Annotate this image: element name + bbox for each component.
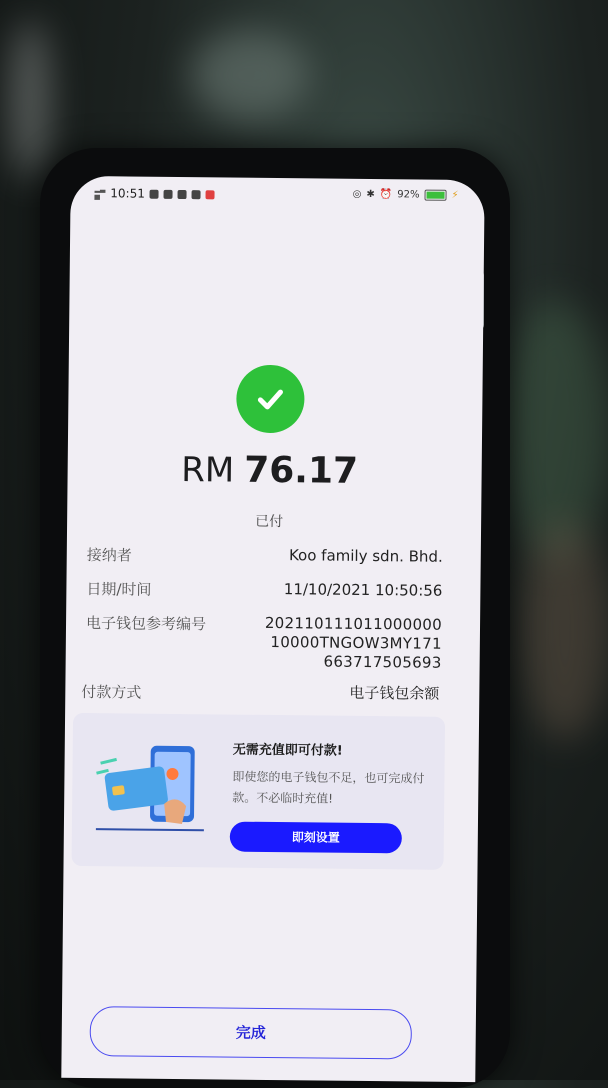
promo-banner[interactable] (72, 713, 446, 870)
battery-icon (424, 190, 446, 201)
promo-title: 无需充值即可付款! (232, 742, 343, 759)
signal-icon: ▂▃ ▅ (94, 185, 106, 201)
detail-row-recipient (86, 544, 443, 566)
sync-notification-icon (164, 189, 173, 198)
background-blur (500, 300, 608, 560)
amount-value: 76.17 (243, 449, 359, 492)
media-notification-icon (192, 190, 201, 199)
red-app-notification-icon (206, 190, 215, 199)
detail-value: Koo family sdn. Bhd. (288, 546, 443, 566)
payment-amount (67, 448, 471, 493)
status-bar (70, 176, 484, 216)
status-right (353, 189, 459, 201)
app-notification-icon (178, 189, 187, 198)
detail-value: 11/10/2021 10:50:56 (283, 580, 443, 600)
detail-value: 电子钱包余额 (349, 683, 440, 703)
setup-now-button[interactable]: 即刻设置 (230, 822, 402, 854)
promo-description: 即使您的电子钱包不足，也可完成付款。不必临时充值! (232, 769, 425, 806)
background-blur (10, 20, 50, 180)
detail-value: 20211011101100000010000TNGOW3MY171663717505693 (264, 613, 443, 672)
alarm-icon: ⏰ (379, 189, 393, 201)
battery-percent: 92% (397, 189, 420, 201)
status-time: 10:51 (110, 186, 146, 201)
location-icon: ◎ (352, 188, 362, 200)
detail-label: 日期/时间 (86, 580, 152, 599)
success-check-icon (236, 365, 305, 434)
detail-label: 接纳者 (86, 546, 132, 565)
phone-screen (61, 176, 484, 1082)
currency-label: RM (181, 450, 235, 491)
facebook-notification-icon (150, 189, 159, 198)
payment-status: 已付 (255, 513, 284, 531)
wallet-illustration-icon (94, 743, 225, 844)
background-blur (190, 30, 310, 120)
status-left (94, 186, 215, 201)
done-button[interactable]: 完成 (90, 1006, 413, 1059)
detail-row-reference (85, 612, 443, 672)
detail-label: 电子钱包参考编号 (85, 614, 207, 634)
detail-row-datetime (86, 578, 443, 600)
background-blur (520, 520, 608, 740)
lightning-icon: ⚡ (451, 189, 459, 201)
bluetooth-icon: ✱ (366, 188, 375, 201)
detail-label: 付款方式 (81, 682, 142, 702)
detail-row-payment-method (81, 681, 440, 703)
